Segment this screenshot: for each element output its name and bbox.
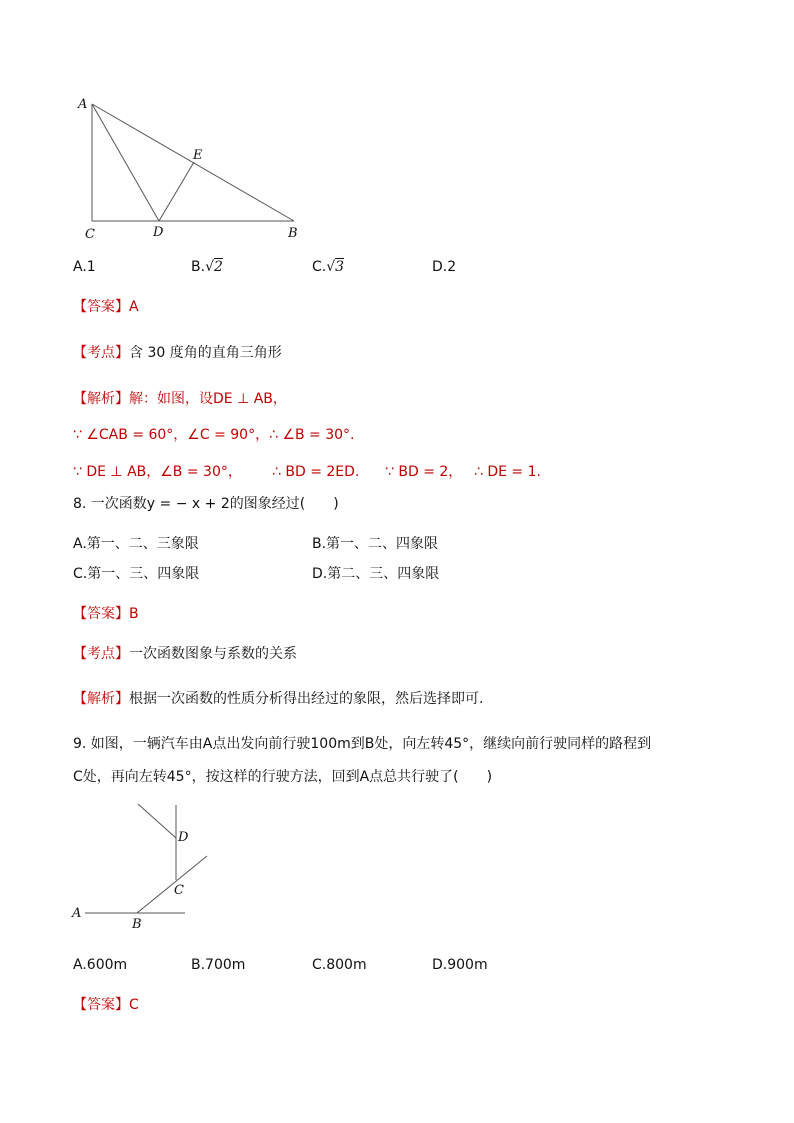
q8-option-c: C.第一、三、四象限 xyxy=(73,566,200,582)
path-figure xyxy=(0,790,794,950)
q9-option-c: C.800m xyxy=(312,957,367,973)
question-8-stem: 8. 一次函数y = − x + 2的图象经过( ) xyxy=(73,496,339,512)
point-label-a: A xyxy=(72,906,82,921)
vertex-label-d: D xyxy=(153,225,164,240)
analysis-line-2: ∵ ∠CAB = 60°，∠C = 90°，∴ ∠B = 30°. xyxy=(73,427,355,443)
option-d: D.2 xyxy=(432,259,457,275)
vertex-label-e: E xyxy=(193,148,203,163)
vertex-label-a: A xyxy=(78,97,88,112)
q8-analysis-line: 【解析】根据一次函数的性质分析得出经过的象限，然后选择即可. xyxy=(73,691,484,707)
q8-option-a: A.第一、二、三象限 xyxy=(73,536,199,552)
point-label-b: B xyxy=(132,917,142,932)
analysis-line-3c: ∵ BD = 2， xyxy=(385,464,463,480)
question-9-stem-line-1: 9. 如图，一辆汽车由A点出发向前行驶100m到B处，向左转45°，继续向前行驶同样的路程到 xyxy=(73,736,652,752)
option-a: A.1 xyxy=(73,259,96,275)
option-c: C.√3 xyxy=(312,259,345,275)
analysis-line-3b: ∴ BD = 2ED. xyxy=(272,464,360,480)
question-9-stem-line-2: C处，再向左转45°，按这样的行驶方法，回到A点总共行驶了( ) xyxy=(73,769,493,785)
q9-option-b: B.700m xyxy=(191,957,246,973)
point-label-d: D xyxy=(178,830,189,845)
q8-answer-line: 【答案】B xyxy=(73,606,139,622)
answer-line xyxy=(73,298,139,316)
vertex-label-c: C xyxy=(85,227,95,242)
q9-answer-line: 【答案】C xyxy=(73,997,139,1013)
q8-point-line: 【考点】一次函数图象与系数的关系 xyxy=(73,646,297,662)
point-value: 含 30 度角的直角三角形 xyxy=(129,345,282,361)
q8-option-b: B.第一、二、四象限 xyxy=(312,536,439,552)
analysis-line-1: 【解析】解：如图，设DE ⊥ AB， xyxy=(73,391,287,407)
point-tag: 【考点】 xyxy=(73,345,129,361)
analysis-line-3a: ∵ DE ⊥ AB，∠B = 30°， xyxy=(73,464,242,480)
q8-option-d: D.第二、三、四象限 xyxy=(312,566,440,582)
q9-option-d: D.900m xyxy=(432,957,488,973)
q9-option-a: A.600m xyxy=(73,957,128,973)
analysis-tag: 【解析】 xyxy=(73,391,129,407)
vertex-label-b: B xyxy=(288,226,298,241)
point-line xyxy=(73,344,282,362)
option-b: B.√2 xyxy=(191,259,223,275)
analysis-line-3d: ∴ DE = 1. xyxy=(474,464,541,480)
answer-tag: 【答案】 xyxy=(73,299,129,315)
answer-value: A xyxy=(129,299,139,315)
point-label-c: C xyxy=(174,883,184,898)
triangle-figure xyxy=(0,0,794,260)
